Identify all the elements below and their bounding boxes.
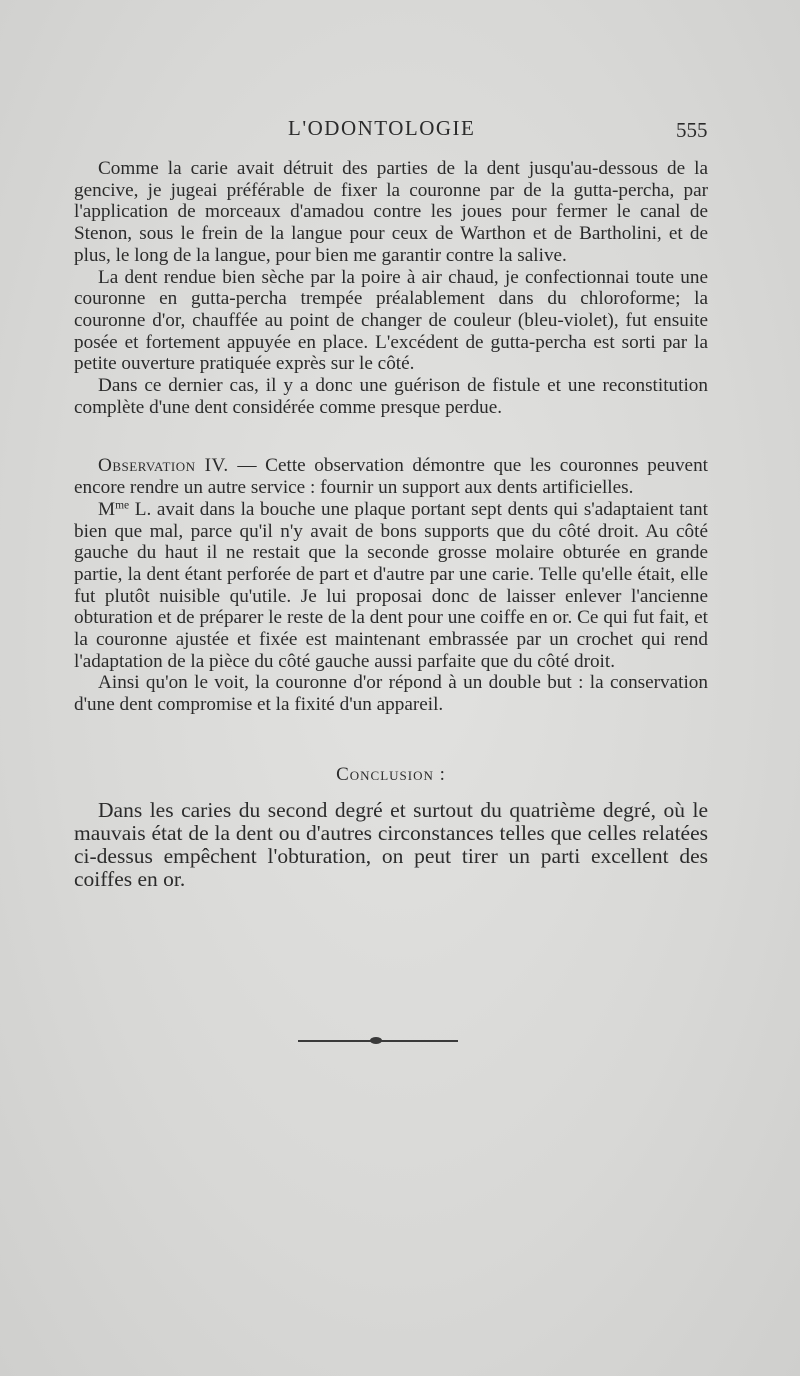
observation-heading: Observation IV. xyxy=(98,455,229,477)
conclusion-text: Dans les caries du second degré et surtout du quatrième degré, où le mauvais état de la dent ou d'autres circonstances telles que celles relatées ci-dessus empêchent l'obturation, on peut tirer un parti excellent des coiffes en or. xyxy=(74,797,708,891)
conclusion-title: Conclusion : xyxy=(336,763,446,785)
observation-text: — Cette observation démontre que les couronnes peuvent encore rendre un autre service : fournir un support aux dents artificielles. xyxy=(74,455,708,499)
page-header xyxy=(0,114,800,144)
paragraph-guerison: Dans ce dernier cas, il y a donc une guérison de fistule et une reconstitution complète d'une dent considérée comme presque perdue. xyxy=(74,375,708,418)
paragraph-carie: Comme la carie avait détruit des parties de la dent jusqu'au-dessous de la gencive, je jugeai préférable de fixer la couronne par de la gutta-percha, par l'application de morceaux d'amadou contre les joues pour fermer le canal de Stenon, sous le frein de la langue pour ceux de Warthon et de Bartholini, et de plus, le long de la langue, pour bien me garantir contre la salive. xyxy=(74,158,708,266)
section-gap xyxy=(74,418,708,455)
paragraph-dent-seche: La dent rendue bien sèche par la poire à air chaud, je confectionnai toute une couronne en gutta-percha trempée préalablement dans du chloroforme; la couronne d'or, chauffée au point de changer de couleur (bleu-violet), fut ensuite posée et fortement appuyée en place. L'excédent de gutta-percha est sorti par la petite ouverture pratiquée exprès sur le côté. xyxy=(74,266,708,375)
paragraph-observation-iv xyxy=(74,455,708,498)
paragraph-madame-l xyxy=(74,499,708,673)
paragraph-ainsi: Ainsi qu'on le voit, la couronne d'or répond à un double but : la conservation d'une dent compromise et la fixité d'un appareil. xyxy=(74,672,708,716)
title-superscript: me xyxy=(115,499,130,512)
running-title: L'ODONTOLOGIE xyxy=(288,116,476,140)
madame-l-text: L. avait dans la bouche une plaque portant sept dents qui s'adaptaient tant bien que mal, parce qu'il n'y avait de bons supports que du côté droit. Au côté gauche du haut il ne restait que la seconde grosse molaire obturée en grande partie, la dent étant perforée de part et d'autre par une carie. Telle qu'elle était, elle fut plutôt nuisible qu'utile. Je lui proposai donc de laisser enlever l'ancienne obturation et de préparer le reste de la dent pour une coiffe en or. Ce qui fut fait, et la couronne ajustée et fixée est maintenant embrassée par un crochet qui rend l'adaptation de la pièce du côté gauche aussi parfaite que du côté droit. xyxy=(74,498,708,672)
page-number: 555 xyxy=(676,118,708,142)
title-prefix: M xyxy=(98,498,116,520)
end-rule-ornament xyxy=(370,1037,382,1044)
page-body xyxy=(74,158,708,891)
